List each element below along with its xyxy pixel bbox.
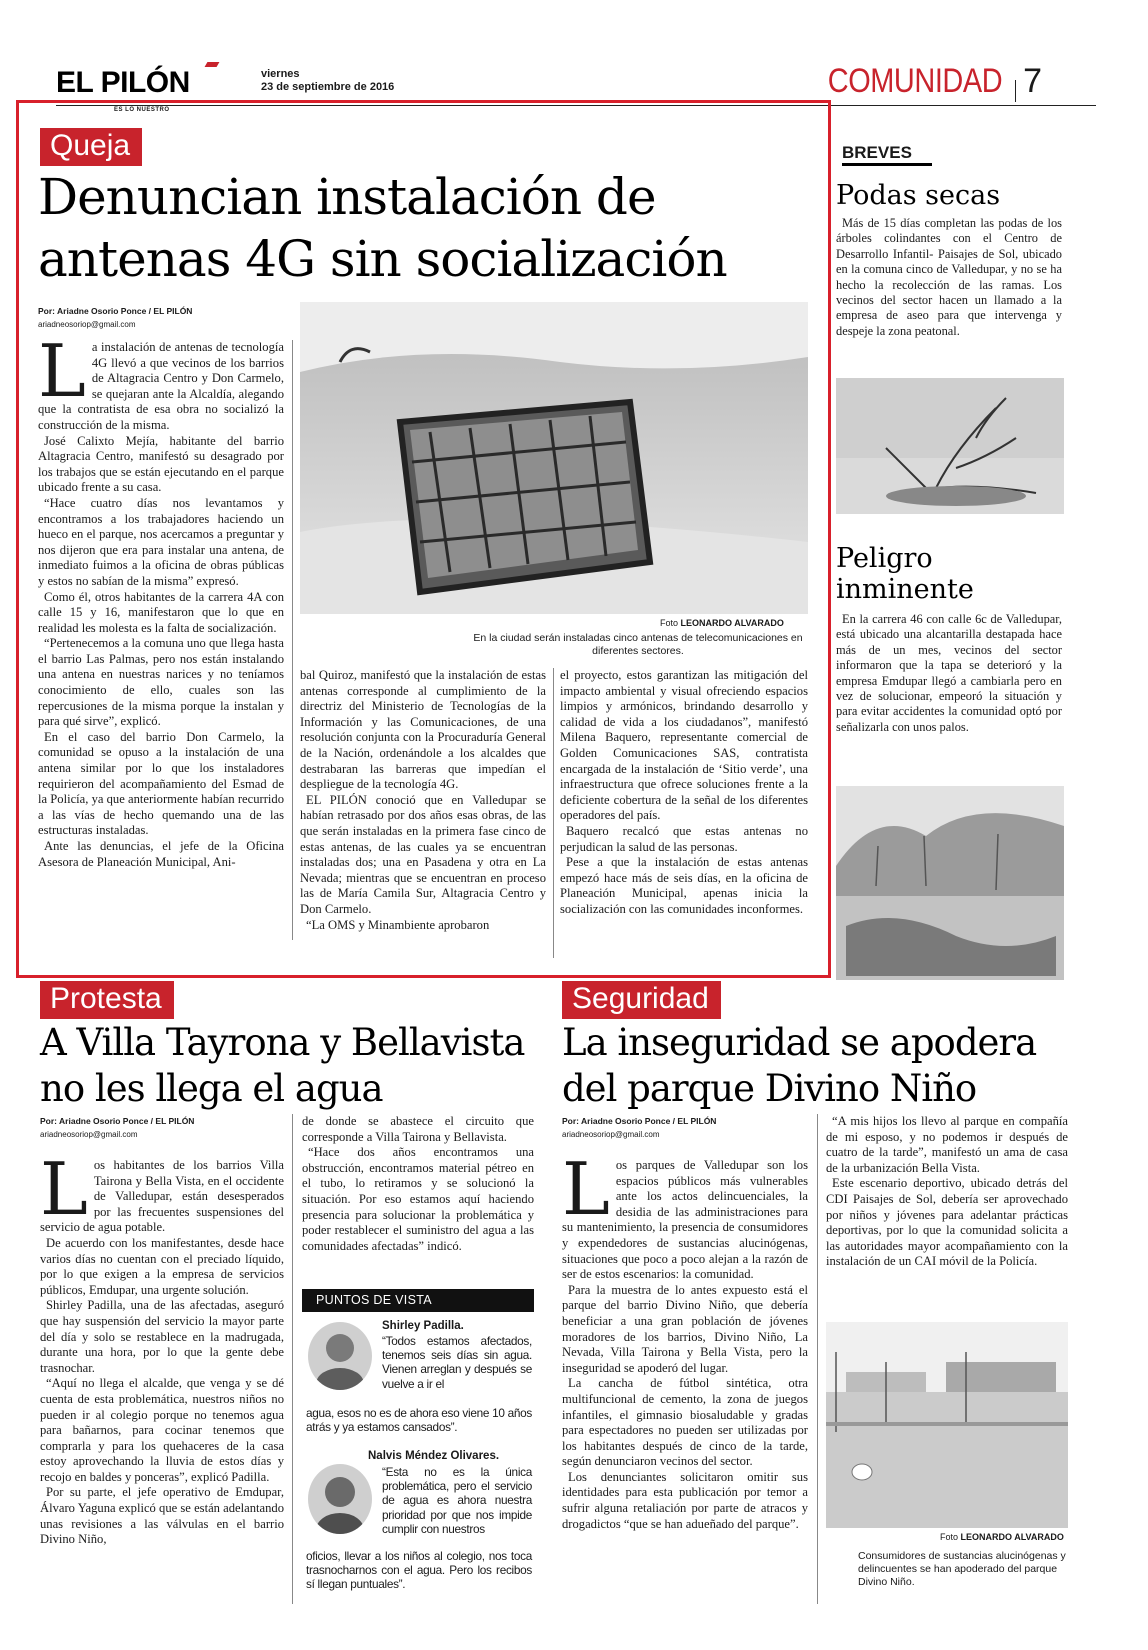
main-p6: En el caso del barrio Don Carmelo, la comunidad se opuso a la instalación de una antena similar por lo que los instaladores requirieron del acompañamiento del Esmad de la Policía, ya que anteriormente habían recurrido a las vías de hecho quemando una de las estructuras instaladas.: [38, 729, 284, 838]
main-c3-p3: Pese a que la instalación de estas antenas empezó hace más de seis días, en la oficina de Planeación Municipal, apenas inicia la socialización con las comunidades inconformes.: [560, 855, 808, 916]
seguridad-col-1: [562, 1147, 808, 1532]
date-block: [261, 68, 394, 94]
avatar-nalvis: [308, 1464, 372, 1534]
main-kicker: Queja: [40, 128, 142, 164]
main-byline: Por: Ariadne Osorio Ponce / EL PILÓN: [38, 306, 193, 316]
logo-accent: [205, 62, 220, 67]
seguridad-headline-2: del parque Divino Niño: [562, 1067, 977, 1110]
protesta-p2: De acuerdo con los manifestantes, desde hace varios días no cuentan con el preciado líquido, por lo que exigen a la empresa de servicios públicos, Emdupar, una urgente solución.: [40, 1235, 284, 1297]
brief-2-text: [836, 612, 1062, 735]
section-separator: [1015, 80, 1016, 102]
breves-label: BREVES: [842, 143, 912, 162]
park-photo-caption: Consumidores de sustancias alucinógenas y delincuentes se han apoderado del parque Divino Niño.: [858, 1550, 1066, 1588]
protesta-p5: Por su parte, el jefe operativo de Emdupar, Álvaro Yaguna explicó que se están adelantando unas revisiones a las válvulas en el barrio Divino Niño,: [40, 1485, 284, 1547]
park-credit-name: LEONARDO ALVARADO: [960, 1532, 1064, 1542]
logo: EL PILÓN: [56, 66, 190, 99]
main-c3-p2: Baquero recalcó que estas antenas no perjudican la salud de las personas.: [560, 823, 808, 854]
protesta-headline-2: no les llega el agua: [40, 1067, 383, 1110]
pv1-quote-b: agua, esos no es de ahora eso viene 10 años atrás y ya estamos cansados”.: [306, 1406, 532, 1435]
seguridad-c2-p2: Este escenario deportivo, ubicado detrás del CDI Paisajes de Sol, debería ser aprovechado por niños y jóvenes para adelantar prácticas deportivas, por lo que la comunidad solicita a las autoridades mayor acompañamiento con la instalación de un CAI móvil de la Policía.: [826, 1176, 1068, 1269]
brief-2-paragraph: En la carrera 46 con calle 6c de Valledupar, está ubicado una alcantarilla destapada hace más de un mes, vecinos del sector informaron que la tapa se deterioró y la empresa Emdupar llegó a cambiarla pero en vez de solucionar, empeoró la situación y para evitar accidentes la comunidad optó por señalizarla con unos palos.: [836, 612, 1062, 734]
rule-main-1: [292, 340, 293, 940]
protesta-kicker: Protesta: [40, 981, 174, 1017]
seguridad-p1: os parques de Valledupar son los espacios públicos más vulnerables ante los actos delincuenciales, la desidia de las administraciones para su mantenimiento, la presencia de consumidores y expendedores de sustancias alucinógenas, situaciones que poco a poco alejan a la razón de ser de estos escenarios: la comunidad.: [562, 1158, 808, 1282]
main-col-1: [38, 329, 284, 870]
main-p7: Ante las denuncias, el jefe de la Oficina Asesora de Planeación Municipal, Ani-: [38, 839, 284, 869]
pv1-quote-a: “Todos estamos afectados, tenemos seis días sin agua. Vienen arreglan y después se vuelve a ir el: [382, 1334, 532, 1391]
antenna-photo-image: [300, 302, 808, 614]
branches-photo: [836, 378, 1064, 514]
pv2-name: Nalvis Méndez Olivares.: [368, 1450, 500, 1462]
page-number: 7: [1023, 62, 1042, 100]
protesta-p4: “Aquí no llega el alcalde, que venga y se dé cuenta de esta problemática, nuestros niños no pueden ir al colegio porque no tenemos agua para bañarnos, para cocinar tenemos que comprarla y para los quehaceres de la casa estoy aprovechando la lluvia de estos días y recojo en baldes y ponceras”, explicó Padilla.: [40, 1376, 284, 1484]
main-p1: a instalación de antenas de tecnología 4G llevó a que vecinos de los barrios de Altagracia Centro y Don Carmelo, se quejaran ante la Alcaldía, alegando que la contratista de esa obra no socializó la construcción de la misma.: [38, 340, 284, 432]
antenna-photo: [300, 302, 808, 614]
protesta-p3: Shirley Padilla, una de las afectadas, aseguró que hay suspensión del servicio la mayor parte del día y solo se restablece en la madrugada, durante una hora, por lo que la gente debe trasnochar.: [40, 1298, 284, 1375]
protesta-p1: os habitantes de los barrios Villa Tairona y Bella Vista, en el occidente de Valledupar, están desesperados por las frecuentes suspensiones del servicio de agua potable.: [40, 1158, 284, 1235]
protesta-c2-p2: “Hace dos años encontramos una obstrucción, encontramos material pétreo en el tubo, lo retiramos y se solucionó la situación. Por eso estamos aquí haciendo presencia para solucionar la problemática y poder restablecer el suministro del agua a las comunidades afectadas” indicó.: [302, 1145, 534, 1253]
seguridad-p2: Para la muestra de lo antes expuesto está el parque del barrio Divino Niño, que debería beneficiar a una gran población de jóvenes moradores de los barrios, Divino Niño, La Nevada, Villa Tairona y Bella Vista, pero la inseguridad se apoderó del lugar.: [562, 1282, 808, 1375]
pv2-quote-b: oficios, llevar a los niños al colegio, nos toca trasnocharnos con el agua. Pero los recibos sí llegan puntuales”.: [306, 1549, 532, 1592]
protesta-byline: Por: Ariadne Osorio Ponce / EL PILÓN: [40, 1116, 195, 1126]
rule-main-2: [553, 668, 554, 958]
credit-prefix: Foto: [660, 618, 679, 628]
park-credit-prefix: Foto: [940, 1532, 959, 1542]
seguridad-dropcap: L: [562, 1147, 610, 1231]
points-of-view-bar: PUNTOS DE VISTA: [302, 1289, 534, 1312]
brief-2-title-1: Peligro: [836, 543, 933, 574]
main-dropcap: L: [38, 329, 86, 413]
main-c2-p1: bal Quiroz, manifestó que la instalación de estas antenas corresponde al cumplimiento de la directriz del Ministerio de Tecnologías de la Información y las Comunicaciones, de una resolución conjunta con la Procuraduría General de la Nación, ordenándole a los alcaldes que destrabaran las barreras que impedían el despliegue de la tecnología 4G.: [300, 668, 546, 792]
credit-name: LEONARDO ALVARADO: [680, 618, 784, 628]
avatar-shirley-image: [308, 1322, 372, 1390]
drain-photo-image: [836, 786, 1064, 980]
main-c3-p1: el proyecto, estos garantizan las mitigación del impacto ambiental y visual ofreciendo espacios limpios y armónicos, brindando desarrollo y calidad de vida a los ciudadanos”, manifestó Milena Baquero, representante comercial de Golden Comunicaciones SAS, contratista encargada de la instalación de ‘Sitio verde’, una infraestructura que ofrece soluciones frente a la deficiente cobertura de la señal de los diferentes operadores del país.: [560, 668, 808, 823]
protesta-headline-1: A Villa Tayrona y Bellavista: [40, 1021, 525, 1064]
main-email: ariadneosoriop@gmail.com: [38, 320, 136, 329]
pv2-quote-a: “Esta no es la única problemática, pero el servicio de agua es ahora nuestra prioridad por que nos impide cumplir con nuestros: [382, 1465, 532, 1536]
park-photo-image: [826, 1322, 1068, 1528]
pv1-name: Shirley Padilla.: [382, 1320, 464, 1332]
seguridad-p3: La cancha de fútbol sintética, otra multifuncional de cemento, la zona de juegos infantiles, el gimnasio biosaludable y gradas para espectadores no pueden ser utilizadas por los habitantes después de cinco de la tarde, según denunciaron vecinos del sector.: [562, 1376, 808, 1469]
main-p2: José Calixto Mejía, habitante del barrio Altagracia Centro, manifestó su desagrado por los trabajos que se están ejecutando en el parque ubicado frente a su casa.: [38, 433, 284, 495]
logo-tagline: ES LO NUESTRO: [114, 107, 170, 113]
main-photo-credit: [660, 618, 784, 628]
seguridad-kicker: Seguridad: [562, 981, 721, 1017]
main-col-3: [560, 668, 808, 918]
protesta-col-2: [302, 1114, 534, 1254]
breves-underline: [842, 163, 932, 166]
protesta-email: ariadneosoriop@gmail.com: [40, 1130, 138, 1139]
seguridad-headline-1: La inseguridad se apodera: [562, 1021, 1037, 1064]
seguridad-byline: Por: Ariadne Osorio Ponce / EL PILÓN: [562, 1116, 717, 1126]
main-photo-caption: En la ciudad serán instaladas cinco antenas de telecomunicaciones en diferentes sectores.: [473, 632, 803, 657]
main-c2-p2: EL PILÓN conoció que en Valledupar se habían retrasado por dos años esas obras, de las que serán instaladas en la primera fase cinco de estas antenas, de las cuales ya se encuentran instaladas dos; una en Pasadena y otra en La Nevada; mientras que se encuentran en proceso las de María Camila Sur, Altagracia Centro y Don Carmelo.: [300, 792, 546, 916]
weekday: viernes: [261, 68, 300, 80]
avatar-shirley: [308, 1322, 372, 1390]
drain-photo: [836, 786, 1064, 980]
main-p4: Como él, otros habitantes de la carrera 4A con calle 15 y 16, manifestaron que lo que en realidad les molesta es la falta de socialización.: [38, 589, 284, 635]
branches-photo-image: [836, 378, 1064, 514]
brief-1-title: Podas secas: [836, 180, 1001, 211]
seguridad-email: ariadneosoriop@gmail.com: [562, 1130, 660, 1139]
section-name: COMUNIDAD: [827, 62, 1002, 100]
seguridad-c2-p1: “A mis hijos los llevo al parque en compañía de mi esposo, y no podemos ir después de cuatro de la tarde”, manifestó un ama de casa de la urbanización Bella Vista.: [826, 1114, 1068, 1175]
main-headline-1: Denuncian instalación de: [38, 168, 656, 226]
avatar-nalvis-image: [308, 1464, 372, 1534]
main-headline-2: antenas 4G sin socialización: [38, 230, 727, 288]
rule-protesta: [292, 1114, 293, 1604]
main-col-2: [300, 668, 546, 933]
seguridad-p4: Los denunciantes solicitaron omitir sus identidades para esta publicación por temor a sufrir alguna retaliación por parte de atracos y drogadictos “que se han adueñado del parque”.: [562, 1469, 808, 1531]
main-p5: “Pertenecemos a la comuna uno que llega hasta el barrio Las Palmas, pero nos están instalando una antena en nuestras narices y no teníamos conocimiento de ello, cuales son las repercusiones de la misma porque la instalan y para qué sirve”, explicó.: [38, 636, 284, 729]
rule-seguridad: [817, 1114, 818, 1604]
seguridad-col-2: [826, 1114, 1068, 1270]
brief-1-text: [836, 216, 1062, 339]
protesta-col-1: [40, 1147, 284, 1548]
main-c2-p3: “La OMS y Minambiente aprobaron: [306, 917, 490, 932]
date: 23 de septiembre de 2016: [261, 81, 395, 93]
protesta-c2-p1: de donde se abastece el circuito que corresponde a Villa Tairona y Bellavista.: [302, 1114, 534, 1144]
brief-2-title-2: inminente: [836, 574, 974, 605]
protesta-dropcap: L: [40, 1147, 88, 1231]
brief-1-paragraph: Más de 15 días completan las podas de los árboles colindantes con el Centro de Desarrollo Infantil- Paisajes de Sol, ubicado en la comuna cinco de Valledupar, y no se ha hecho la recolección de las ramas. Los vecinos del sector hacen un llamado a la empresa de aseo para que intervenga y despeje la zona peatonal.: [836, 216, 1062, 338]
main-p3: “Hace cuatro días nos levantamos y encontramos a los trabajadores haciendo un hueco en el parque, nos acercamos a preguntar y nos dijeron que era para instalar una antena, de inmediato fuimos a la oficina de obras públicas y estos no sabían de la misma” expresó.: [38, 495, 284, 588]
park-photo: [826, 1322, 1068, 1528]
park-photo-credit: [940, 1532, 1064, 1542]
